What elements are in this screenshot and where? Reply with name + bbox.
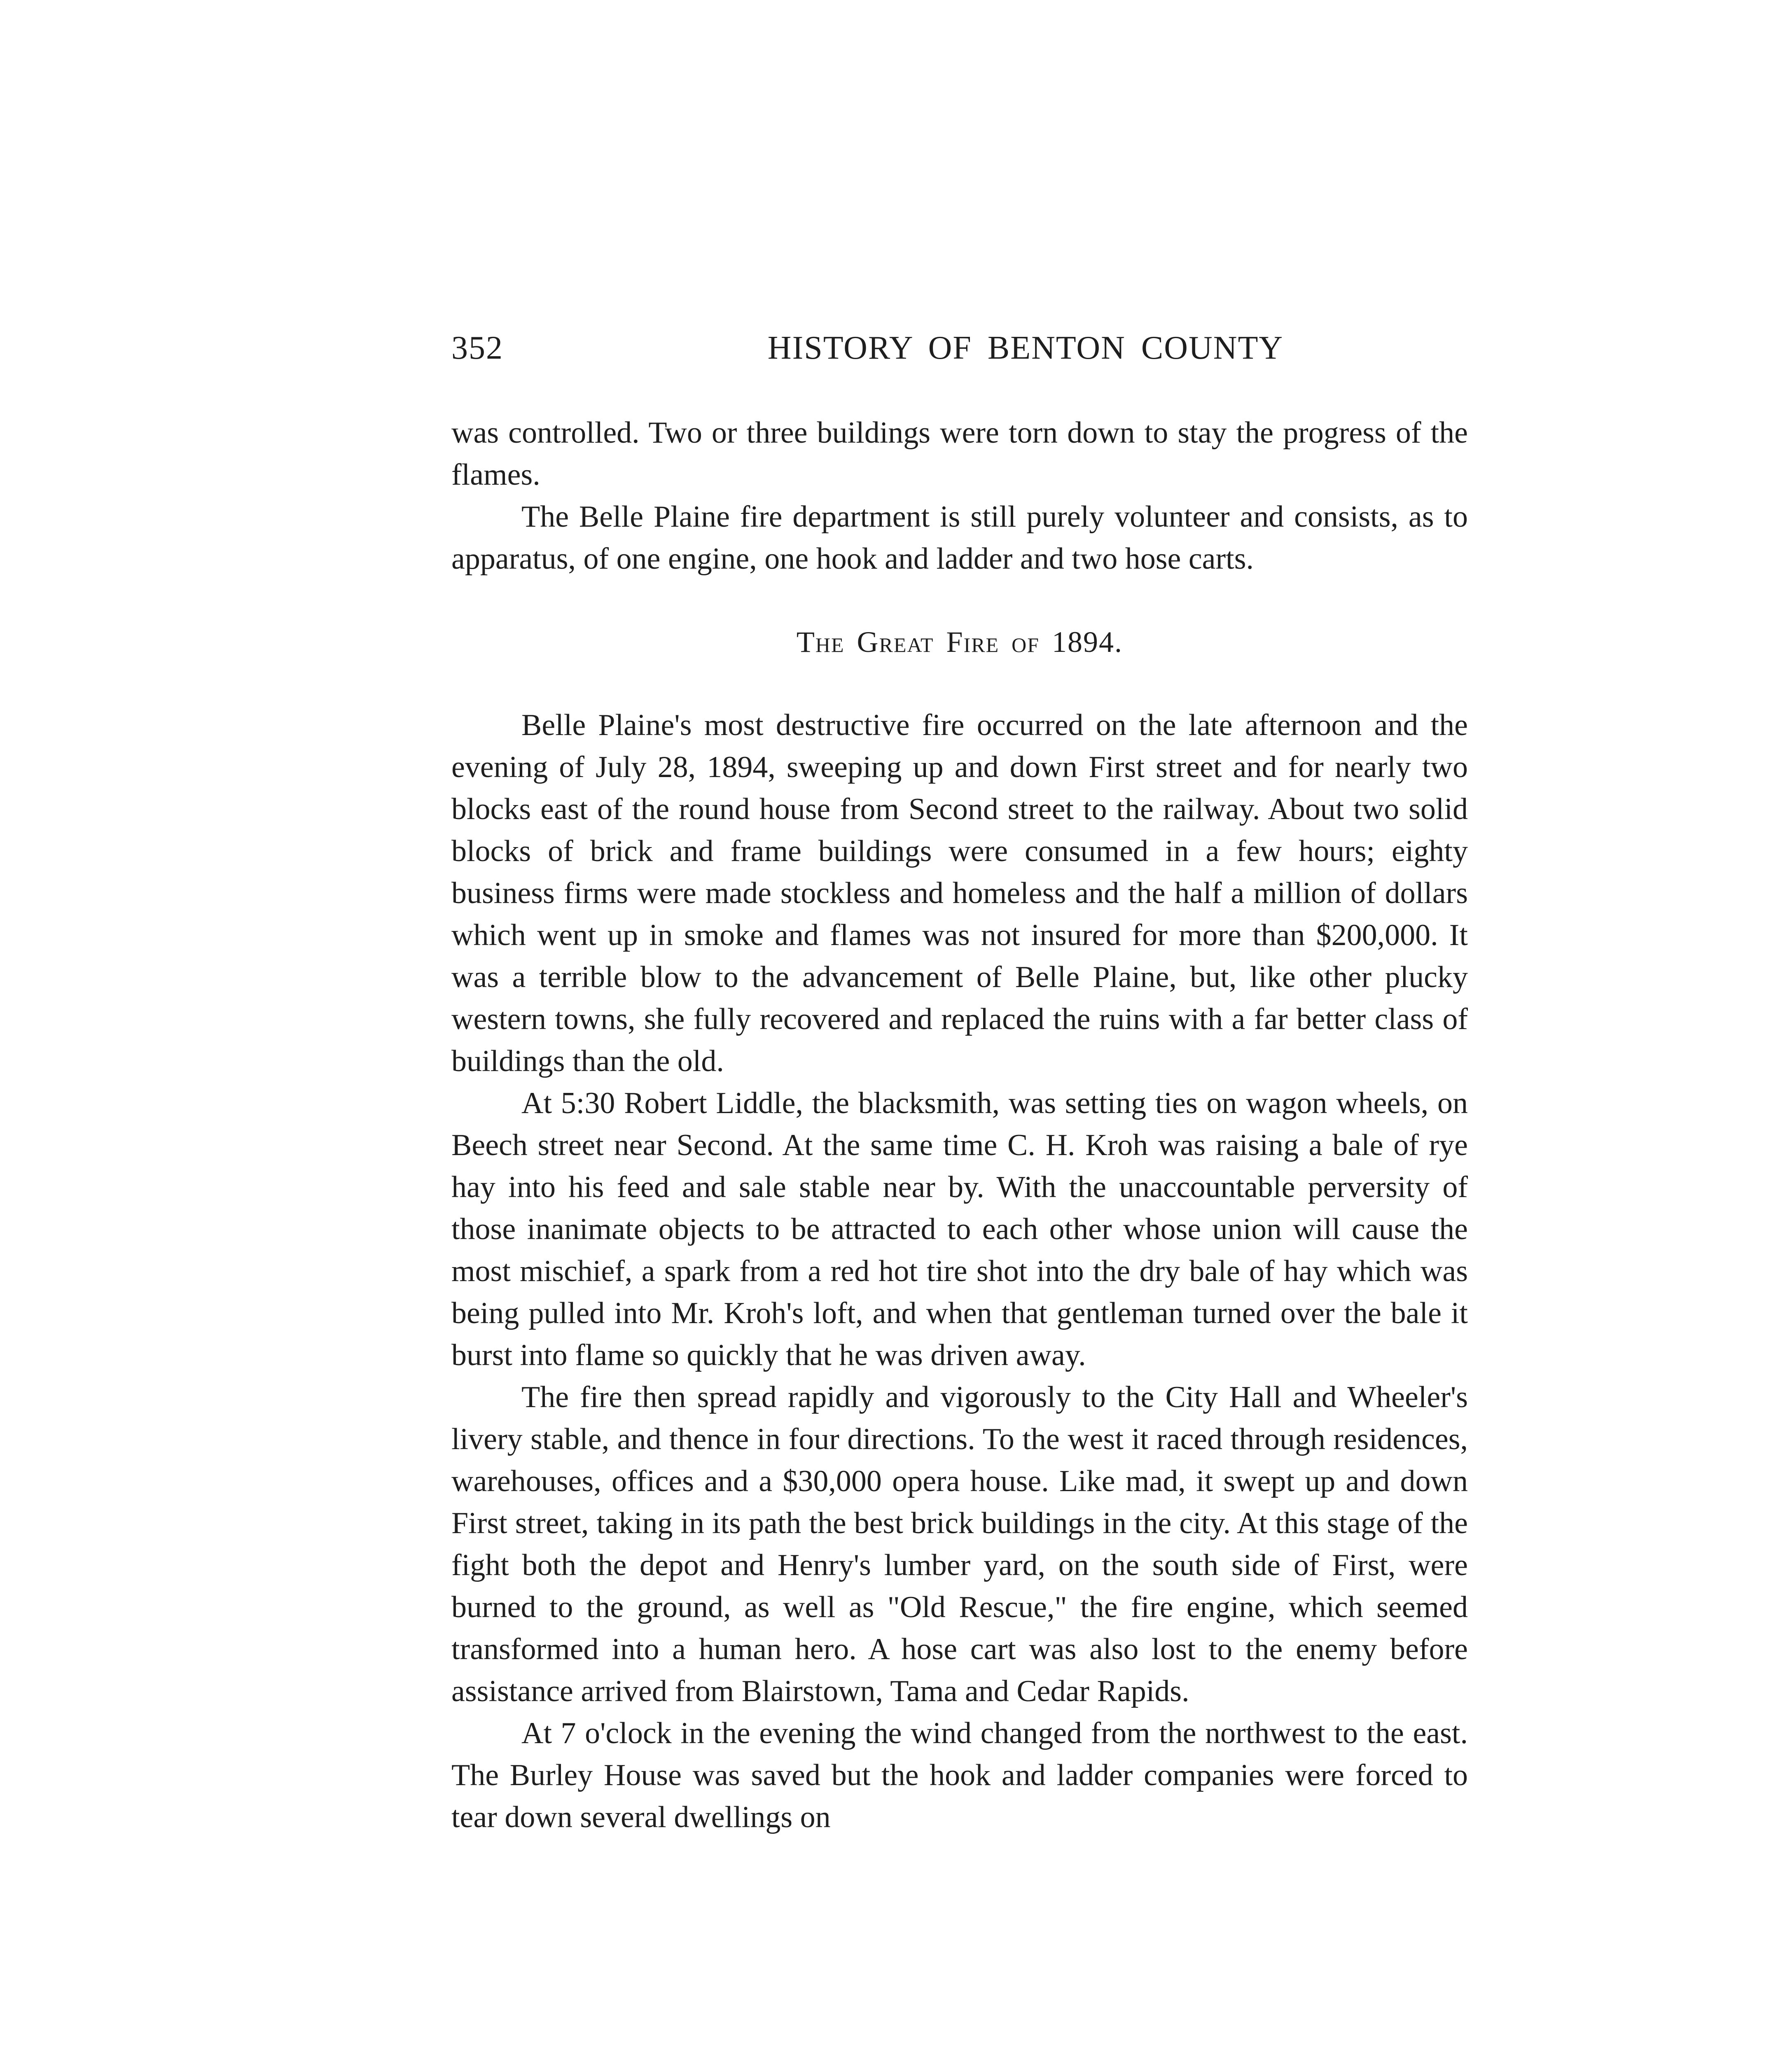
paragraph-continued: was controlled. Two or three buildings were torn down to stay the progress of the flames. bbox=[451, 416, 1468, 492]
paragraph-great-fire-intro: Belle Plaine's most destructive fire occurred on the late afternoon and the evening of July 28, 1894, sweeping up and down First street and for nearly two blocks east of the round house from Second street to the railway. About two solid blocks of brick and frame buildings were consumed in a few hours; eighty business firms were made stockless and homeless and the half a million of dollars which went up in smoke and flames was not insured for more than $200,000. It was a terrible blow to the advancement of Belle Plaine, but, like other plucky western towns, she fully recovered and replaced the ruins with a far better class of buildings than the old. bbox=[451, 708, 1468, 1078]
running-title: HISTORY OF BENTON COUNTY bbox=[767, 330, 1284, 366]
page-number: 352 bbox=[451, 330, 503, 366]
paragraph-wind-change: At 7 o'clock in the evening the wind changed from the northwest to the east. The Burley House was saved but the hook and ladder companies were forced to tear down several dwellings on bbox=[451, 1716, 1468, 1834]
body-text bbox=[451, 412, 1468, 1838]
page-header bbox=[451, 329, 1468, 375]
book-page bbox=[451, 329, 1468, 1838]
paragraph-fire-spread: The fire then spread rapidly and vigorously to the City Hall and Wheeler's livery stable, and thence in four directions. To the west it raced through residences, warehouses, offices and a $30,000 opera house. Like mad, it swept up and down First street, taking in its path the best brick buildings in the city. At this stage of the fight both the depot and Henry's lumber yard, on the south side of First, were burned to the ground, as well as "Old Rescue," the fire engine, which seemed transformed into a human hero. A hose cart was also lost to the enemy before assistance arrived from Blairstown, Tama and Cedar Rapids. bbox=[451, 1380, 1468, 1708]
paragraph-fire-department: The Belle Plaine fire department is still purely volunteer and consists, as to apparatus, of one engine, one hook and ladder and two hose carts. bbox=[451, 500, 1468, 576]
paragraph-fire-origin: At 5:30 Robert Liddle, the blacksmith, was setting ties on wagon wheels, on Beech street near Second. At the same time C. H. Kroh was raising a bale of rye hay into his feed and sale stable near by. With the unaccountable perversity of those inanimate objects to be attracted to each other whose union will cause the most mischief, a spark from a red hot tire shot into the dry bale of hay which was being pulled into Mr. Kroh's loft, and when that gentleman turned over the bale it burst into flame so quickly that he was driven away. bbox=[451, 1086, 1468, 1372]
section-heading: The Great Fire of 1894. bbox=[796, 626, 1123, 658]
